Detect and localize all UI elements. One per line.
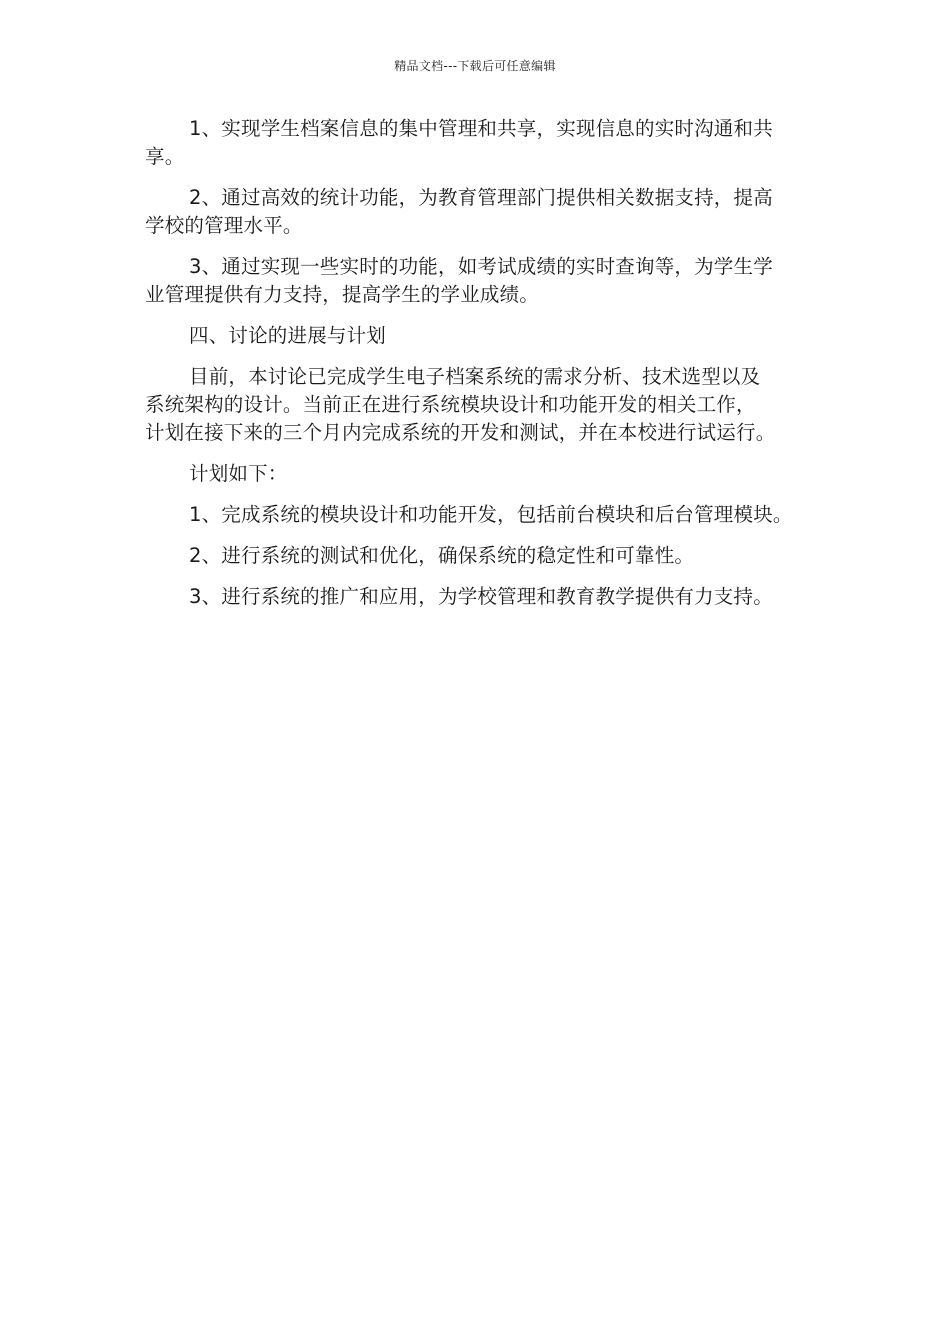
paragraph-goal-2 [145,184,817,240]
paragraph-line: 享。 [145,145,185,168]
paragraph-line: 3、通过实现一些实时的功能，如考试成绩的实时查询等，为学生学 [189,255,773,278]
paragraph-line: 2、通过高效的统计功能，为教育管理部门提供相关数据支持，提高 [189,186,773,209]
paragraph-line: 计划如下： [189,462,288,485]
plan-intro [145,460,817,488]
paragraph-line: 目前，本讨论已完成学生电子档案系统的需求分析、技术选型以及 [189,365,761,388]
paragraph-goal-1 [145,115,817,171]
paragraph-goal-3 [145,253,817,309]
section-heading-progress-plan [145,322,817,350]
document-body [145,115,817,611]
page-header-watermark: 精品文档---下载后可任意编辑 [394,59,556,73]
paragraph-line: 1、实现学生档案信息的集中管理和共享，实现信息的实时沟通和共 [189,117,773,140]
paragraph-line: 系统架构的设计。当前正在进行系统模块设计和功能开发的相关工作， [145,393,756,416]
paragraph-line: 业管理提供有力支持，提高学生的学业成绩。 [145,283,540,306]
plan-item-2 [145,542,817,570]
plan-item-3 [145,583,817,611]
paragraph-line: 2、进行系统的测试和优化，确保系统的稳定性和可靠性。 [189,544,695,567]
paragraph-line: 3、进行系统的推广和应用，为学校管理和教育教学提供有力支持。 [189,585,773,608]
paragraph-line: 1、完成系统的模块设计和功能开发，包括前台模块和后台管理模块。 [189,503,793,526]
paragraph-line: 学校的管理水平。 [145,214,303,237]
paragraph-progress [145,363,817,447]
paragraph-line: 计划在接下来的三个月内完成系统的开发和测试，并在本校进行试运行。 [145,421,776,444]
plan-item-1 [145,501,817,529]
heading-text: 四、讨论的进展与计划 [189,324,387,347]
